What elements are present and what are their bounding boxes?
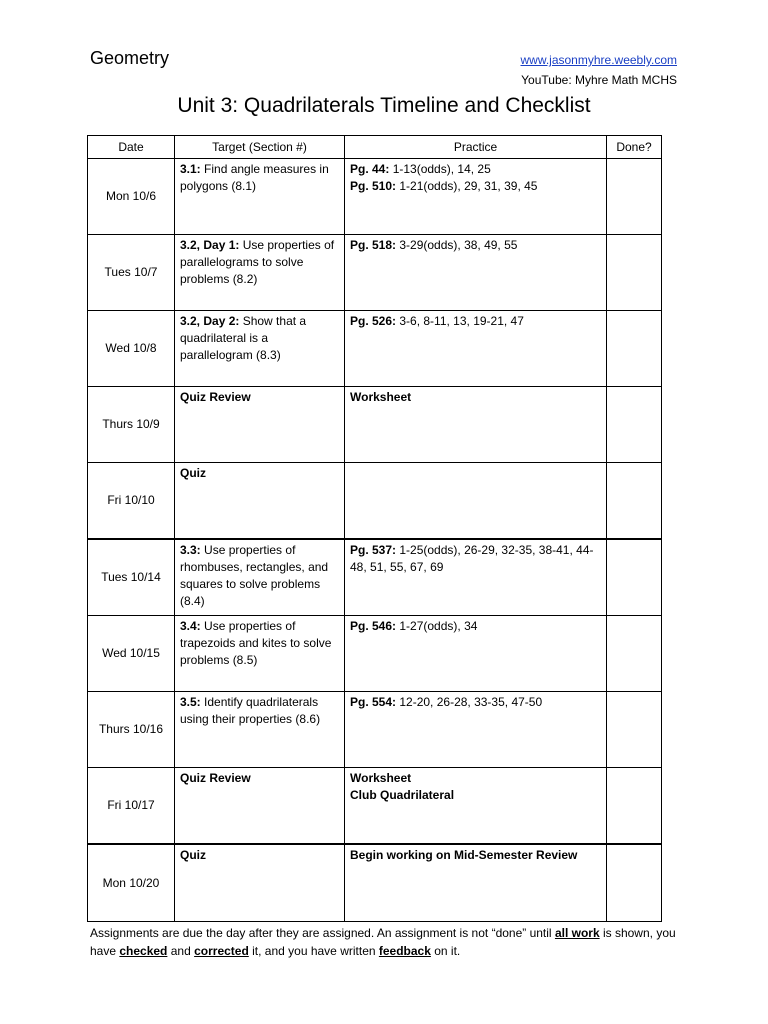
target-label: 3.1: [180,162,201,176]
footnote [90,924,690,960]
target-label: Quiz Review [180,771,251,785]
practice-page: Begin working on Mid-Semester Review [350,848,578,862]
practice-problems: 3-29(odds), 38, 49, 55 [396,238,518,252]
practice-page: Club Quadrilateral [350,788,455,802]
practice-problems: 1-25(odds), 26-29, 32-35, 38-41, 44-48, 51, 55, 67, 69 [350,543,594,574]
target-cell [175,235,345,311]
practice-line [350,313,601,330]
schedule-table [87,135,662,922]
done-checkbox-cell[interactable] [607,539,662,616]
practice-page: Pg. 44: [350,162,390,176]
footnote-text: is shown, you have [90,926,676,958]
practice-cell [345,387,607,463]
practice-cell [345,235,607,311]
target-label: Quiz [180,466,206,480]
target-cell [175,311,345,387]
practice-line [350,618,601,635]
date-cell: Thurs 10/16 [88,692,175,768]
practice-line [350,389,601,406]
done-checkbox-cell[interactable] [607,616,662,692]
practice-page: Pg. 518: [350,238,397,252]
target-label: 3.2, Day 1: [180,238,240,252]
practice-cell [345,539,607,616]
practice-problems: 12-20, 26-28, 33-35, 47-50 [396,695,543,709]
practice-cell [345,311,607,387]
target-label: 3.4: [180,619,201,633]
done-checkbox-cell[interactable] [607,387,662,463]
column-header-done: Done? [607,136,662,159]
target-label: 3.3: [180,543,201,557]
date-cell: Wed 10/15 [88,616,175,692]
table-row [88,387,662,463]
done-checkbox-cell[interactable] [607,463,662,540]
footnote-emphasis: corrected [194,944,249,958]
done-checkbox-cell[interactable] [607,844,662,922]
target-label: Quiz [180,848,206,862]
table-header-row [88,136,662,159]
practice-cell [345,692,607,768]
table-row [88,159,662,235]
practice-page: Pg. 546: [350,619,397,633]
practice-line [350,542,601,576]
target-cell [175,159,345,235]
practice-line [350,161,601,178]
target-text: Use properties of parallelograms to solve problems (8.2) [180,238,335,286]
practice-problems: 1-13(odds), 14, 25 [389,162,491,176]
footnote-text: it, and you have written [248,944,379,958]
done-checkbox-cell[interactable] [607,311,662,387]
practice-cell [345,159,607,235]
practice-line [350,847,601,864]
practice-page: Pg. 526: [350,314,397,328]
target-text: Show that a quadrilateral is a parallelogram (8.3) [180,314,307,362]
done-checkbox-cell[interactable] [607,692,662,768]
table-row [88,844,662,922]
practice-page: Pg. 510: [350,179,397,193]
practice-page: Worksheet [350,390,412,404]
practice-line [350,787,601,804]
target-label: 3.2, Day 2: [180,314,240,328]
done-checkbox-cell[interactable] [607,235,662,311]
column-header-practice: Practice [345,136,607,159]
date-cell: Thurs 10/9 [88,387,175,463]
done-checkbox-cell[interactable] [607,159,662,235]
target-text: Use properties of trapezoids and kites to solve problems (8.5) [180,619,332,667]
date-cell: Mon 10/20 [88,844,175,922]
target-cell [175,387,345,463]
target-text: Find angle measures in polygons (8.1) [180,162,329,193]
practice-page: Worksheet [350,771,412,785]
date-cell: Tues 10/7 [88,235,175,311]
date-cell: Mon 10/6 [88,159,175,235]
practice-page: Pg. 537: [350,543,397,557]
column-header-date: Date [88,136,175,159]
target-text: Identify quadrilaterals using their properties (8.6) [180,695,321,726]
table-row [88,768,662,845]
target-text: Use properties of rhombuses, rectangles, and squares to solve problems (8.4) [180,543,329,608]
target-label: Quiz Review [180,390,251,404]
table-row [88,692,662,768]
table-row [88,311,662,387]
footnote-emphasis: checked [119,944,168,958]
practice-line [350,694,601,711]
column-header-target: Target (Section #) [175,136,345,159]
practice-problems: 1-27(odds), 34 [396,619,478,633]
practice-cell [345,768,607,845]
target-cell [175,844,345,922]
table-row [88,616,662,692]
table-row [88,463,662,540]
table-row [88,539,662,616]
done-checkbox-cell[interactable] [607,768,662,845]
website-link[interactable]: www.jasonmyhre.weebly.com [520,53,677,67]
practice-cell [345,616,607,692]
practice-cell [345,844,607,922]
date-cell: Fri 10/17 [88,768,175,845]
date-cell: Wed 10/8 [88,311,175,387]
practice-cell [345,463,607,540]
page-title: Unit 3: Quadrilaterals Timeline and Checklist [177,94,591,117]
target-cell [175,768,345,845]
table-row [88,235,662,311]
target-cell [175,463,345,540]
youtube-label: YouTube: Myhre Math MCHS [521,73,677,87]
target-label: 3.5: [180,695,201,709]
practice-line [350,770,601,787]
practice-problems: 3-6, 8-11, 13, 19-21, 47 [396,314,524,328]
footnote-text: Assignments are due the day after they are assigned. An assignment is not “done” until [90,926,555,940]
date-cell: Fri 10/10 [88,463,175,540]
footnote-emphasis: feedback [378,944,431,958]
footnote-text: and [167,944,195,958]
date-cell: Tues 10/14 [88,539,175,616]
footnote-text: on it. [430,944,461,958]
footnote-emphasis: all work [554,926,600,940]
practice-problems: 1-21(odds), 29, 31, 39, 45 [396,179,538,193]
target-cell [175,539,345,616]
practice-line [350,178,601,195]
practice-line [350,237,601,254]
target-cell [175,692,345,768]
practice-page: Pg. 554: [350,695,397,709]
target-cell [175,616,345,692]
subject-heading: Geometry [90,48,170,68]
